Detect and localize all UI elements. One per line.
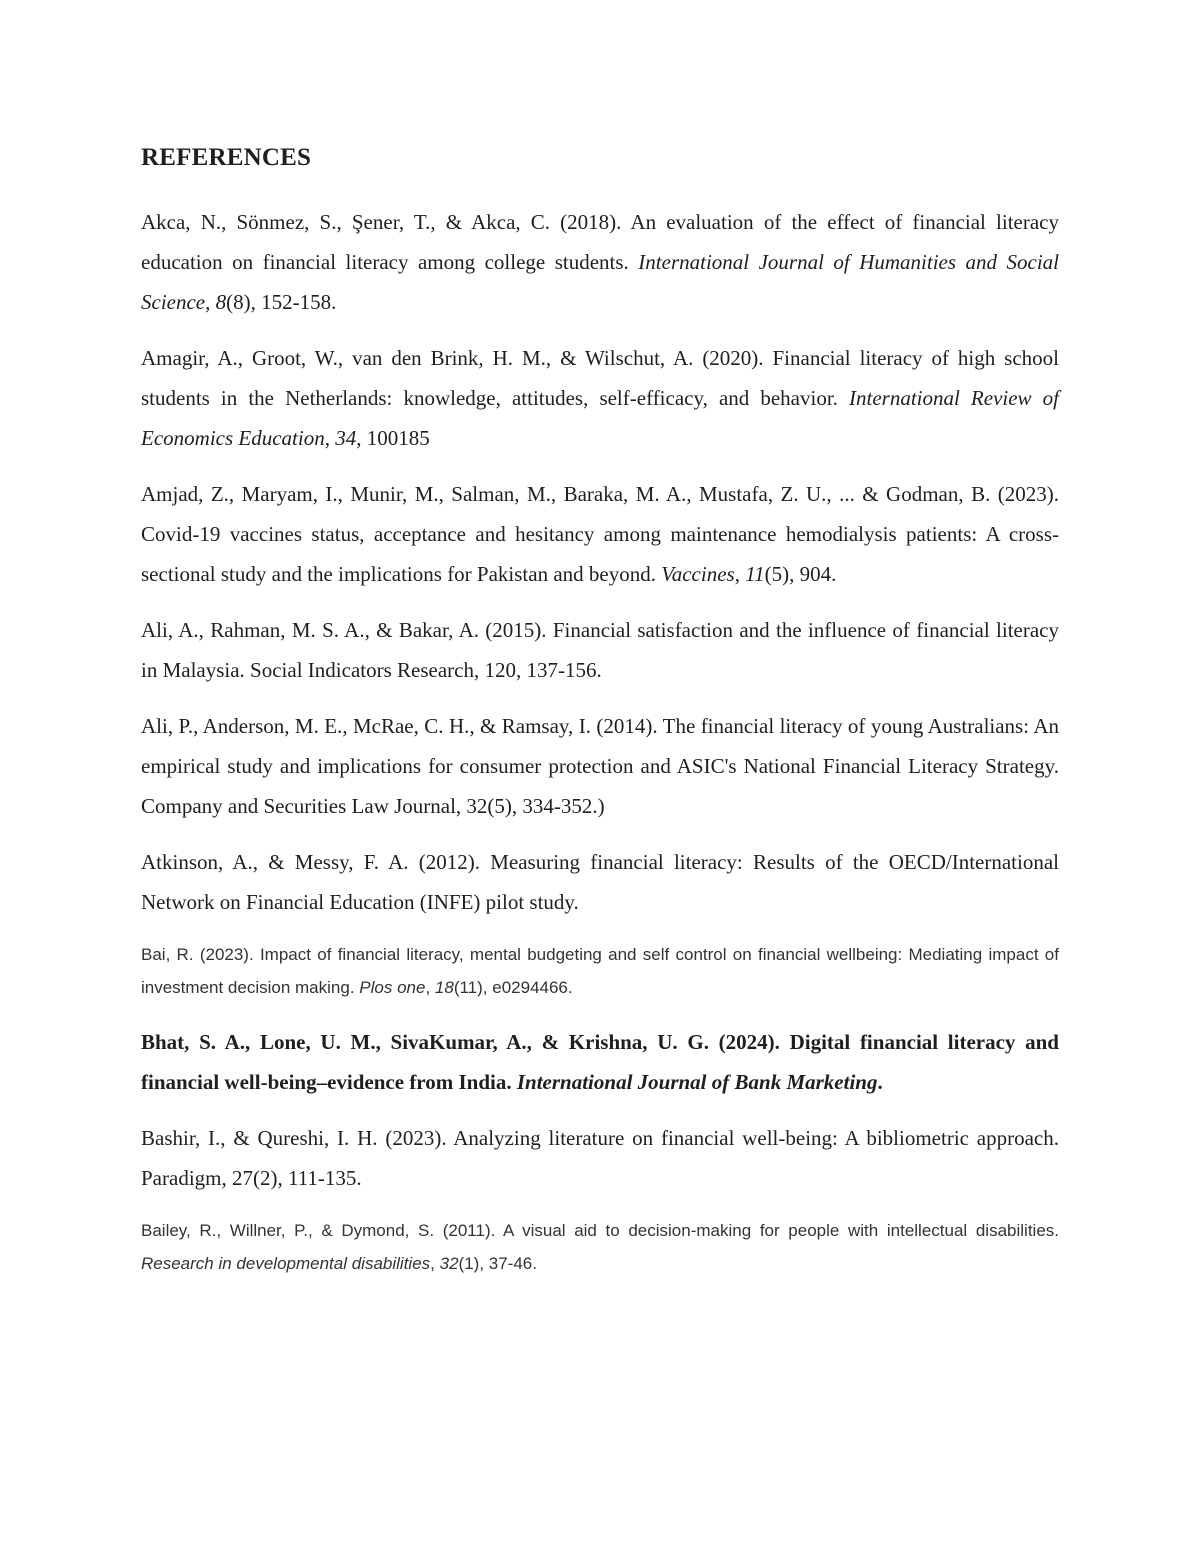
reference-text: ,	[205, 290, 216, 314]
reference-italic-text: 32	[439, 1254, 459, 1273]
reference-entry	[141, 610, 1059, 690]
reference-entry	[141, 706, 1059, 826]
reference-text: .	[877, 1070, 883, 1094]
reference-text: (5), 904.	[764, 562, 837, 586]
reference-text: ,	[425, 978, 435, 997]
reference-text: Ali, P., Anderson, M. E., McRae, C. H., & Ramsay, I. (2014). The financial literacy of young Australians: An empirical study and implications for consumer protection and ASIC's National Financial Literacy Strategy. Company and Securities Law Journal, 32(5), 334-352.)	[141, 714, 1059, 818]
reference-text: Bhat, S. A., Lone, U. M., SivaKumar, A., & Krishna, U. G. (2024). Digital financial literacy and financial well-being–evidence from India.	[141, 1030, 1059, 1094]
reference-entry	[141, 1022, 1059, 1102]
reference-italic-text: 18	[434, 978, 454, 997]
reference-entry	[141, 1214, 1059, 1280]
reference-text: (1), 37-46.	[458, 1254, 537, 1273]
reference-text: (11), e0294466.	[453, 978, 573, 997]
reference-text: Amagir, A., Groot, W., van den Brink, H. M., & Wilschut, A. (2020). Financial literacy of high school students in the Netherlands: knowledge, attitudes, self-efficacy, and behavior.	[141, 346, 1059, 410]
reference-text: Ali, A., Rahman, M. S. A., & Bakar, A. (2015). Financial satisfaction and the influence of financial literacy in Malaysia. Social Indicators Research, 120, 137-156.	[141, 618, 1059, 682]
reference-entry	[141, 842, 1059, 922]
reference-italic-text: 8	[215, 290, 227, 314]
reference-text: Akca, N., Sönmez, S., Şener, T., & Akca, C. (2018). An evaluation of the effect of financial literacy education on financial literacy among college students.	[141, 210, 1059, 274]
reference-text: Amjad, Z., Maryam, I., Munir, M., Salman, M., Baraka, M. A., Mustafa, Z. U., ... & Godman, B. (2023). Covid-19 vaccines status, acceptance and hesitancy among maintenance hemodialysis patients: A cross-sectional study and the implications for Pakistan and beyond.	[141, 482, 1059, 586]
reference-text: ,	[734, 562, 746, 586]
reference-text: , 100185	[356, 426, 430, 450]
reference-entry	[141, 338, 1059, 458]
reference-italic-text: International Journal of Bank Marketing	[516, 1070, 878, 1094]
reference-entry	[141, 202, 1059, 322]
reference-italic-text: 34	[335, 426, 357, 450]
reference-text: Atkinson, A., & Messy, F. A. (2012). Measuring financial literacy: Results of the OECD/International Network on Financial Education (INFE) pilot study.	[141, 850, 1059, 914]
reference-italic-text: Research in developmental disabilities	[141, 1254, 431, 1273]
reference-text: (8), 152-158.	[226, 290, 337, 314]
reference-text: Bailey, R., Willner, P., & Dymond, S. (2011). A visual aid to decision-making for people with intellectual disabilities.	[141, 1221, 1059, 1240]
references-page	[141, 138, 1059, 1298]
reference-entry	[141, 1118, 1059, 1198]
reference-list	[141, 202, 1059, 1280]
page-title: REFERENCES	[141, 144, 312, 171]
reference-entry	[141, 474, 1059, 594]
reference-italic-text: International Journal of Humanities and Social Science	[141, 250, 1060, 314]
reference-entry	[141, 938, 1059, 1004]
reference-text: Bai, R. (2023). Impact of financial literacy, mental budgeting and self control on financial wellbeing: Mediating impact of investment decision making.	[141, 945, 1059, 997]
reference-italic-text: Vaccines	[661, 562, 735, 586]
reference-text: ,	[430, 1254, 440, 1273]
reference-italic-text: Plos one	[359, 978, 426, 997]
reference-italic-text: 11	[745, 562, 765, 586]
reference-italic-text: International Review of Economics Education	[141, 386, 1059, 450]
reference-text: ,	[324, 426, 336, 450]
reference-text: Bashir, I., & Qureshi, I. H. (2023). Analyzing literature on financial well-being: A bibliometric approach. Paradigm, 27(2), 111-135.	[141, 1126, 1059, 1190]
